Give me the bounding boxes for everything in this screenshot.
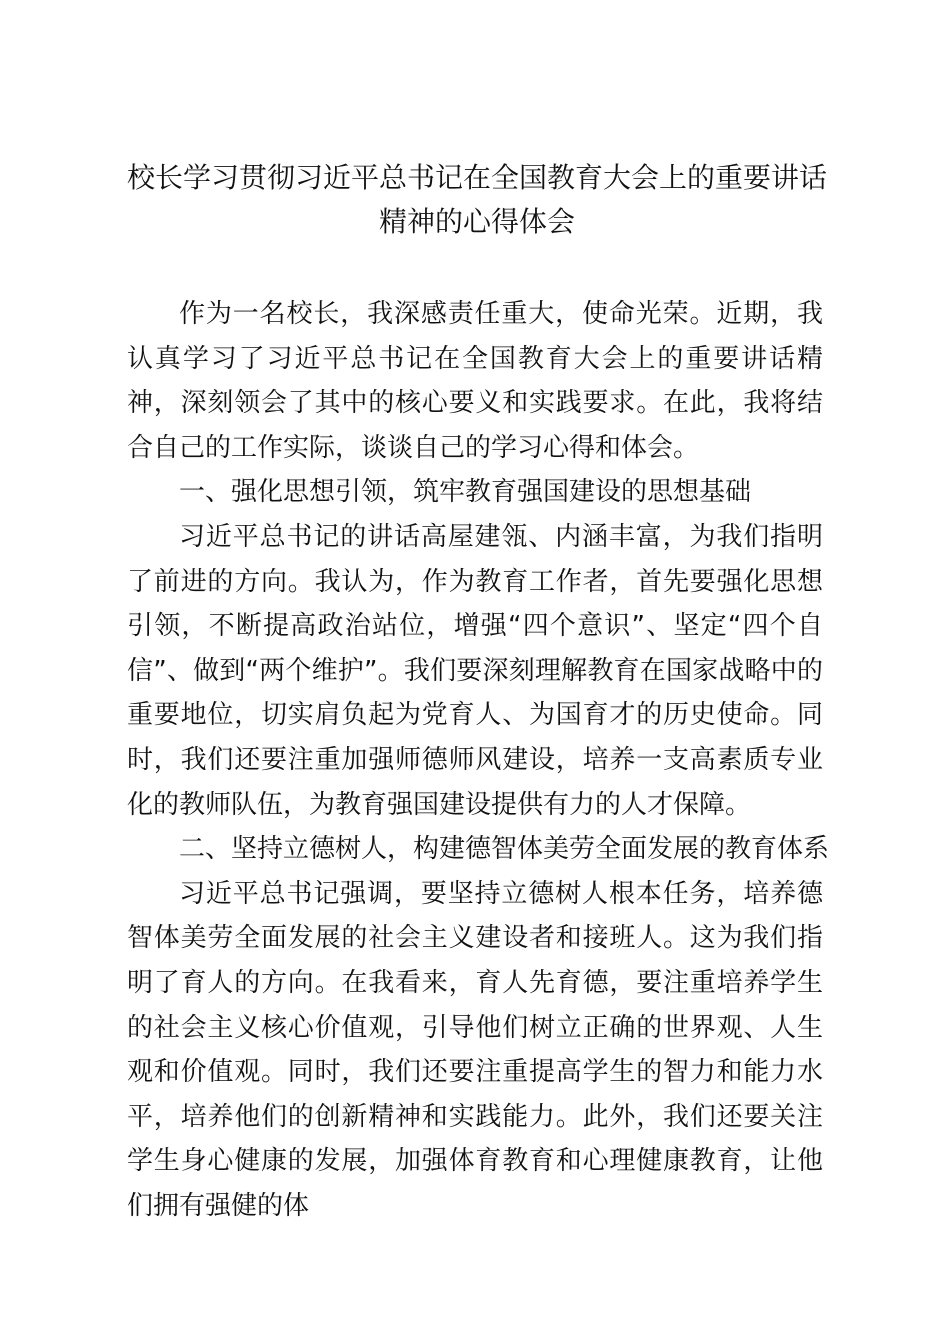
- paragraph-section-2: 习近平总书记强调，要坚持立德树人根本任务，培养德智体美劳全面发展的社会主义建设者和接班人。这为我们指明了育人的方向。在我看来，育人先育德，要注重培养学生的社会主义核心价值观，引导他们树立正确的世界观、人生观和价值观。同时，我们还要注重提高学生的智力和能力水平，培养他们的创新精神和实践能力。此外，我们还要关注学生身心健康的发展，加强体育教育和心理健康教育，让他们拥有强健的体: [127, 878, 823, 1221]
- paragraph-section-1: 习近平总书记的讲话高屋建瓴、内涵丰富，为我们指明了前进的方向。我认为，作为教育工作者，首先要强化思想引领，不断提高政治站位，增强“四个意识”、坚定“四个自信”、做到“两个维护”。我们要深刻理解教育在国家战略中的重要地位，切实肩负起为党育人、为国育才的历史使命。同时，我们还要注重加强师德师风建设，培养一支高素质专业化的教师队伍，为教育强国建设提供有力的人才保障。: [127, 521, 823, 820]
- paragraph-intro: 作为一名校长，我深感责任重大，使命光荣。近期，我认真学习了习近平总书记在全国教育大会上的重要讲话精神，深刻领会了其中的核心要义和实践要求。在此，我将结合自己的工作实际，谈谈自己的学习心得和体会。: [127, 299, 823, 463]
- section-heading-2: 二、坚持立德树人，构建德智体美劳全面发展的教育体系: [179, 834, 830, 865]
- document-title: 校长学习贯彻习近平总书记在全国教育大会上的重要讲话精神的心得体会: [126, 161, 827, 238]
- document-body: [127, 292, 830, 1228]
- section-heading-1: 一、强化思想引领，筑牢教育强国建设的思想基础: [179, 477, 752, 508]
